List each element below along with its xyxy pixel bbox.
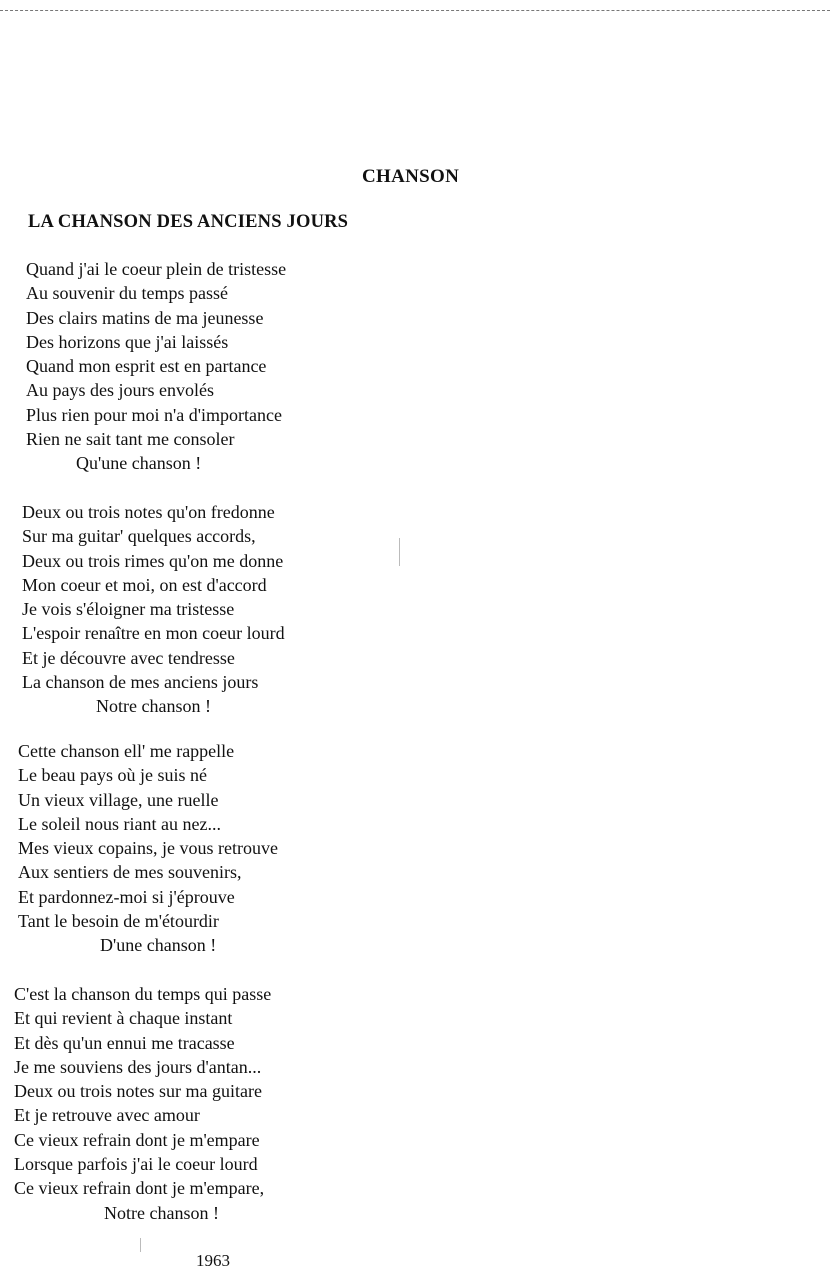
verse-line: Lorsque parfois j'ai le coeur lourd xyxy=(14,1154,258,1175)
verse-line: Et je découvre avec tendresse xyxy=(22,647,235,668)
verse-line: Et dès qu'un ennui me tracasse xyxy=(14,1032,235,1053)
verse-line: Deux ou trois rimes qu'on me donne xyxy=(22,550,284,571)
verse-line: Le beau pays où je suis né xyxy=(18,765,207,786)
top-dashed-rule xyxy=(0,10,830,11)
verse-line: Et je retrouve avec amour xyxy=(14,1105,200,1126)
song-title: LA CHANSON DES ANCIENS JOURS xyxy=(28,212,349,232)
verse-line: Rien ne sait tant me consoler xyxy=(26,429,235,450)
section-heading: CHANSON xyxy=(362,166,460,187)
verse-line: Tant le besoin de m'étourdir xyxy=(18,911,219,932)
verse-line: Le soleil nous riant au nez... xyxy=(18,813,221,834)
verse-line: Cette chanson ell' me rappelle xyxy=(18,741,235,761)
stanza-1 xyxy=(26,257,286,476)
verse-line: C'est la chanson du temps qui passe xyxy=(14,984,272,1004)
verse-line: Un vieux village, une ruelle xyxy=(18,789,219,810)
verse-line: Quand j'ai le coeur plein de tristesse xyxy=(26,259,287,279)
verse-line: L'espoir renaître en mon coeur lourd xyxy=(22,623,285,644)
verse-line: Au pays des jours envolés xyxy=(26,380,214,401)
stanza-4 xyxy=(14,982,271,1225)
verse-line: Je me souviens des jours d'antan... xyxy=(14,1056,262,1077)
verse-line: Plus rien pour moi n'a d'importance xyxy=(26,404,282,425)
verse-line: Et pardonnez-moi si j'éprouve xyxy=(18,886,235,907)
verse-line: Et qui revient à chaque instant xyxy=(14,1008,233,1029)
verse-line: Je vois s'éloigner ma tristesse xyxy=(22,599,235,620)
stanza-3 xyxy=(18,739,278,958)
refrain-line: Qu'une chanson ! xyxy=(76,453,202,474)
refrain-line: Notre chanson ! xyxy=(96,696,211,717)
verse-line: Sur ma guitar' quelques accords, xyxy=(22,526,256,547)
verse-line: Ce vieux refrain dont je m'empare xyxy=(14,1129,260,1150)
verse-line: Au souvenir du temps passé xyxy=(26,283,228,304)
scan-speck xyxy=(399,538,400,566)
year: 1963 xyxy=(196,1251,230,1270)
verse-line: Mes vieux copains, je vous retrouve xyxy=(18,838,278,859)
verse-line: Quand mon esprit est en partance xyxy=(26,356,267,377)
verse-line: Des clairs matins de ma jeunesse xyxy=(26,307,264,328)
verse-line: Des horizons que j'ai laissés xyxy=(26,331,229,352)
refrain-line: Notre chanson ! xyxy=(104,1202,219,1223)
verse-line: Deux ou trois notes sur ma guitare xyxy=(14,1081,262,1102)
verse-line: Mon coeur et moi, on est d'accord xyxy=(22,574,267,595)
refrain-line: D'une chanson ! xyxy=(100,935,217,956)
verse-line: Deux ou trois notes qu'on fredonne xyxy=(22,502,275,522)
verse-line: Ce vieux refrain dont je m'empare, xyxy=(14,1178,265,1199)
scan-speck xyxy=(140,1238,141,1252)
verse-line: Aux sentiers de mes souvenirs, xyxy=(18,862,242,883)
stanza-2 xyxy=(22,500,285,719)
verse-line: La chanson de mes anciens jours xyxy=(22,672,259,693)
